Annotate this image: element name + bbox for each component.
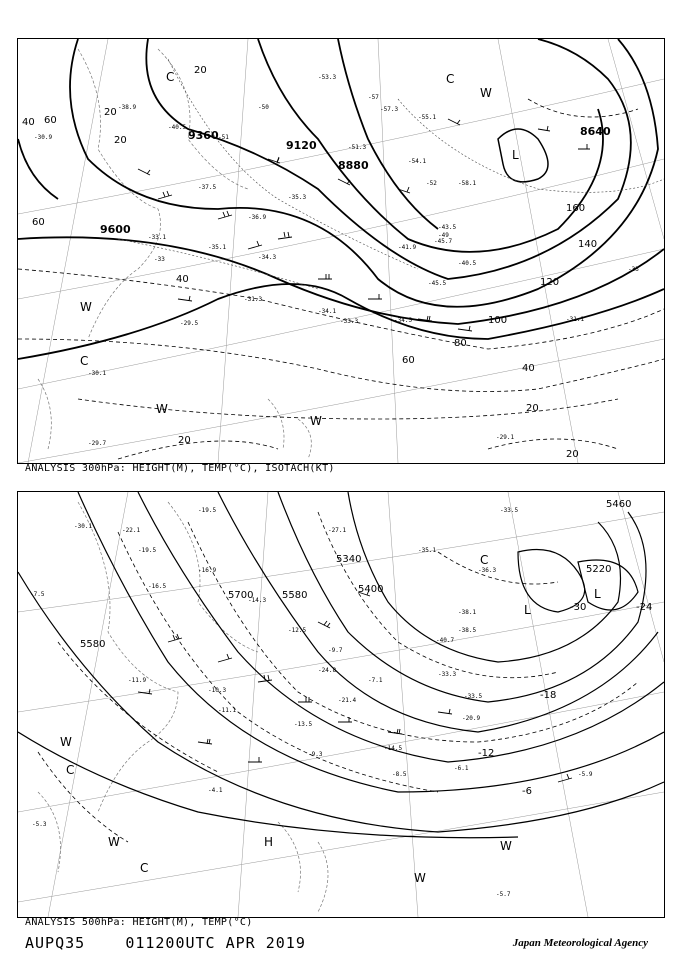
isotach-label: 80 — [454, 338, 467, 349]
warm-marker: W — [480, 86, 492, 100]
station-value: -16.5 — [148, 583, 167, 590]
low-closed-contour-300 — [498, 129, 548, 182]
warm-marker: W — [156, 402, 168, 416]
valid-time: 011200UTC APR 2019 — [125, 934, 306, 952]
svg-text:-43.5: -43.5 — [438, 224, 457, 231]
svg-text:-7.1: -7.1 — [368, 677, 383, 684]
product-header — [25, 934, 306, 952]
warm-marker: W — [500, 839, 512, 853]
svg-text:-57: -57 — [368, 94, 379, 101]
height-label: 5580 — [80, 639, 106, 650]
station-value: -6.1 — [454, 765, 469, 772]
station-value: -24.8 — [318, 667, 337, 674]
temp-label: -29.5 — [180, 320, 199, 327]
warm-marker: W — [60, 735, 72, 749]
warm-marker: W — [414, 871, 426, 885]
isotach-label: 20 — [178, 435, 191, 446]
svg-text:-50: -50 — [258, 104, 269, 111]
temp-contour-label: -18 — [540, 690, 557, 701]
high-marker: H — [264, 835, 274, 849]
height-contours-300 — [18, 39, 664, 359]
isotach-label: 20 — [566, 449, 579, 460]
temp-contour-label: -12 — [478, 748, 495, 759]
isotach-label: 100 — [488, 315, 508, 326]
agency-credit: Japan Meteorological Agency — [512, 937, 648, 949]
temp-label: -33.3 — [340, 318, 359, 325]
station-value: -14.5 — [384, 745, 403, 752]
station-value: -5.9 — [578, 771, 593, 778]
svg-text:-55.1: -55.1 — [418, 114, 437, 121]
isotach-label: 160 — [566, 203, 586, 214]
chart-300hpa-panel — [17, 38, 665, 464]
station-value: -21.4 — [338, 697, 357, 704]
station-value: -33.5 — [500, 507, 519, 514]
station-value: -7.5 — [30, 591, 45, 598]
station-value: -8.5 — [392, 771, 407, 778]
svg-text:-16.9: -16.9 — [198, 567, 217, 574]
station-value: -30.1 — [74, 523, 93, 530]
chart-500hpa-panel — [17, 491, 665, 918]
height-label: 9120 — [286, 139, 317, 152]
temp-label: -31.1 — [566, 316, 585, 323]
station-value: -5.7 — [496, 891, 511, 898]
temp-label: -30.9 — [34, 134, 53, 141]
station-value: -9.3 — [308, 751, 323, 758]
svg-text:-14.3: -14.3 — [248, 597, 267, 604]
isotach-label: 40 — [22, 117, 35, 128]
chart-500hpa-caption: ANALYSIS 500hPa: HEIGHT(M), TEMP(°C) — [25, 917, 253, 928]
temp-label: -52 — [426, 180, 437, 187]
cold-marker: C — [140, 861, 149, 875]
cold-marker: C — [166, 70, 175, 84]
temp-label: -35.1 — [208, 244, 227, 251]
station-value: -4.1 — [208, 787, 223, 794]
temp-label: -40.5 — [458, 260, 477, 267]
height-label: 5700 — [228, 590, 254, 601]
warm-marker: W — [80, 300, 92, 314]
cold-marker: C — [66, 763, 75, 777]
height-label: 8880 — [338, 159, 369, 172]
svg-text:-36.3: -36.3 — [478, 567, 497, 574]
low-marker: L — [594, 587, 601, 601]
height-label: 5460 — [606, 499, 632, 510]
svg-text:-35.1: -35.1 — [418, 547, 437, 554]
temp-label: -29.7 — [88, 440, 107, 447]
svg-text:-51: -51 — [218, 134, 229, 141]
chart-300hpa-map — [18, 39, 664, 463]
station-value: -27.1 — [328, 527, 347, 534]
temp-label: -29.1 — [496, 434, 515, 441]
svg-text:-41.9: -41.9 — [398, 244, 417, 251]
station-value: -33.5 — [464, 693, 483, 700]
chart-500hpa-map — [18, 492, 664, 917]
warm-marker: W — [108, 835, 120, 849]
svg-text:-36.9: -36.9 — [248, 214, 267, 221]
temp-label: -58.1 — [458, 180, 477, 187]
graticule-300 — [18, 39, 664, 463]
isotach-label: 20 — [194, 65, 207, 76]
svg-text:-40.5: -40.5 — [168, 124, 187, 131]
chart-300hpa-caption: ANALYSIS 300hPa: HEIGHT(M), TEMP(°C), ISOTACH(KT) — [25, 463, 335, 474]
svg-text:-51.3: -51.3 — [348, 144, 367, 151]
temp-label: -34.5 — [394, 317, 413, 324]
svg-text:-9.7: -9.7 — [328, 647, 343, 654]
svg-text:-38.9: -38.9 — [118, 104, 137, 111]
station-value: -40.7 — [436, 637, 455, 644]
height-label: 5580 — [282, 590, 308, 601]
isotach-label: 120 — [540, 277, 560, 288]
station-value: -19.5 — [198, 507, 217, 514]
station-value: -13.5 — [294, 721, 313, 728]
svg-text:-37.5: -37.5 — [198, 184, 217, 191]
height-label: 5340 — [336, 554, 362, 565]
svg-text:-10.3: -10.3 — [208, 687, 227, 694]
station-value: -22.1 — [122, 527, 141, 534]
temp-label: -45.7 — [434, 238, 453, 245]
isotach-label: 40 — [176, 274, 189, 285]
warm-marker: W — [310, 414, 322, 428]
temp-label: -45.5 — [428, 280, 447, 287]
temp-label: -31.3 — [244, 296, 263, 303]
isotach-label: 20 — [526, 403, 539, 414]
height-label: 9600 — [100, 223, 131, 236]
svg-text:-19.5: -19.5 — [138, 547, 157, 554]
isotach-label: 140 — [578, 239, 598, 250]
isotach-label: 60 — [402, 355, 415, 366]
isotach-label: 60 — [32, 217, 45, 228]
station-value: -20.9 — [462, 715, 481, 722]
height-label: 9360 — [188, 129, 219, 142]
station-value: -11.1 — [218, 707, 237, 714]
svg-text:-53.3: -53.3 — [318, 74, 337, 81]
svg-text:-38.5: -38.5 — [458, 627, 477, 634]
isotherms-300 — [118, 59, 664, 289]
temp-contour-label: -24 — [636, 602, 653, 613]
svg-text:-35.3: -35.3 — [288, 194, 307, 201]
svg-text:-12.5: -12.5 — [288, 627, 307, 634]
cold-marker: C — [480, 553, 489, 567]
product-id: AUPQ35 — [25, 934, 86, 952]
isotach-label: 20 — [104, 107, 117, 118]
height-label: 5400 — [358, 584, 384, 595]
height-contours-500 — [18, 492, 664, 838]
low-marker: L — [524, 603, 531, 617]
temp-label: -33 — [628, 266, 639, 273]
temp-label: -34.3 — [258, 254, 277, 261]
isotach-label: 20 — [114, 135, 127, 146]
isotach-label: 40 — [522, 363, 535, 374]
height-label: 5220 — [586, 564, 612, 575]
low-marker: L — [512, 148, 519, 162]
temp-label: -30.1 — [88, 370, 107, 377]
temp-contour-label: -6 — [522, 786, 532, 797]
svg-text:-33.1: -33.1 — [148, 234, 167, 241]
temp-label: -49 — [438, 232, 449, 239]
coastline-500 — [38, 502, 328, 912]
temp-label: -34.1 — [318, 308, 337, 315]
temp-label: -57.3 — [380, 106, 399, 113]
isotach-label: 60 — [44, 115, 57, 126]
temp-contour-label: -30 — [570, 602, 587, 613]
cold-marker: C — [446, 72, 455, 86]
station-value: -38.1 — [458, 609, 477, 616]
cold-marker: C — [80, 354, 89, 368]
temp-label: -54.1 — [408, 158, 427, 165]
station-value: -11.9 — [128, 677, 147, 684]
height-label: 8640 — [580, 125, 611, 138]
station-value: -33.3 — [438, 671, 457, 678]
temp-label: -33 — [154, 256, 165, 263]
station-value: -5.3 — [32, 821, 47, 828]
